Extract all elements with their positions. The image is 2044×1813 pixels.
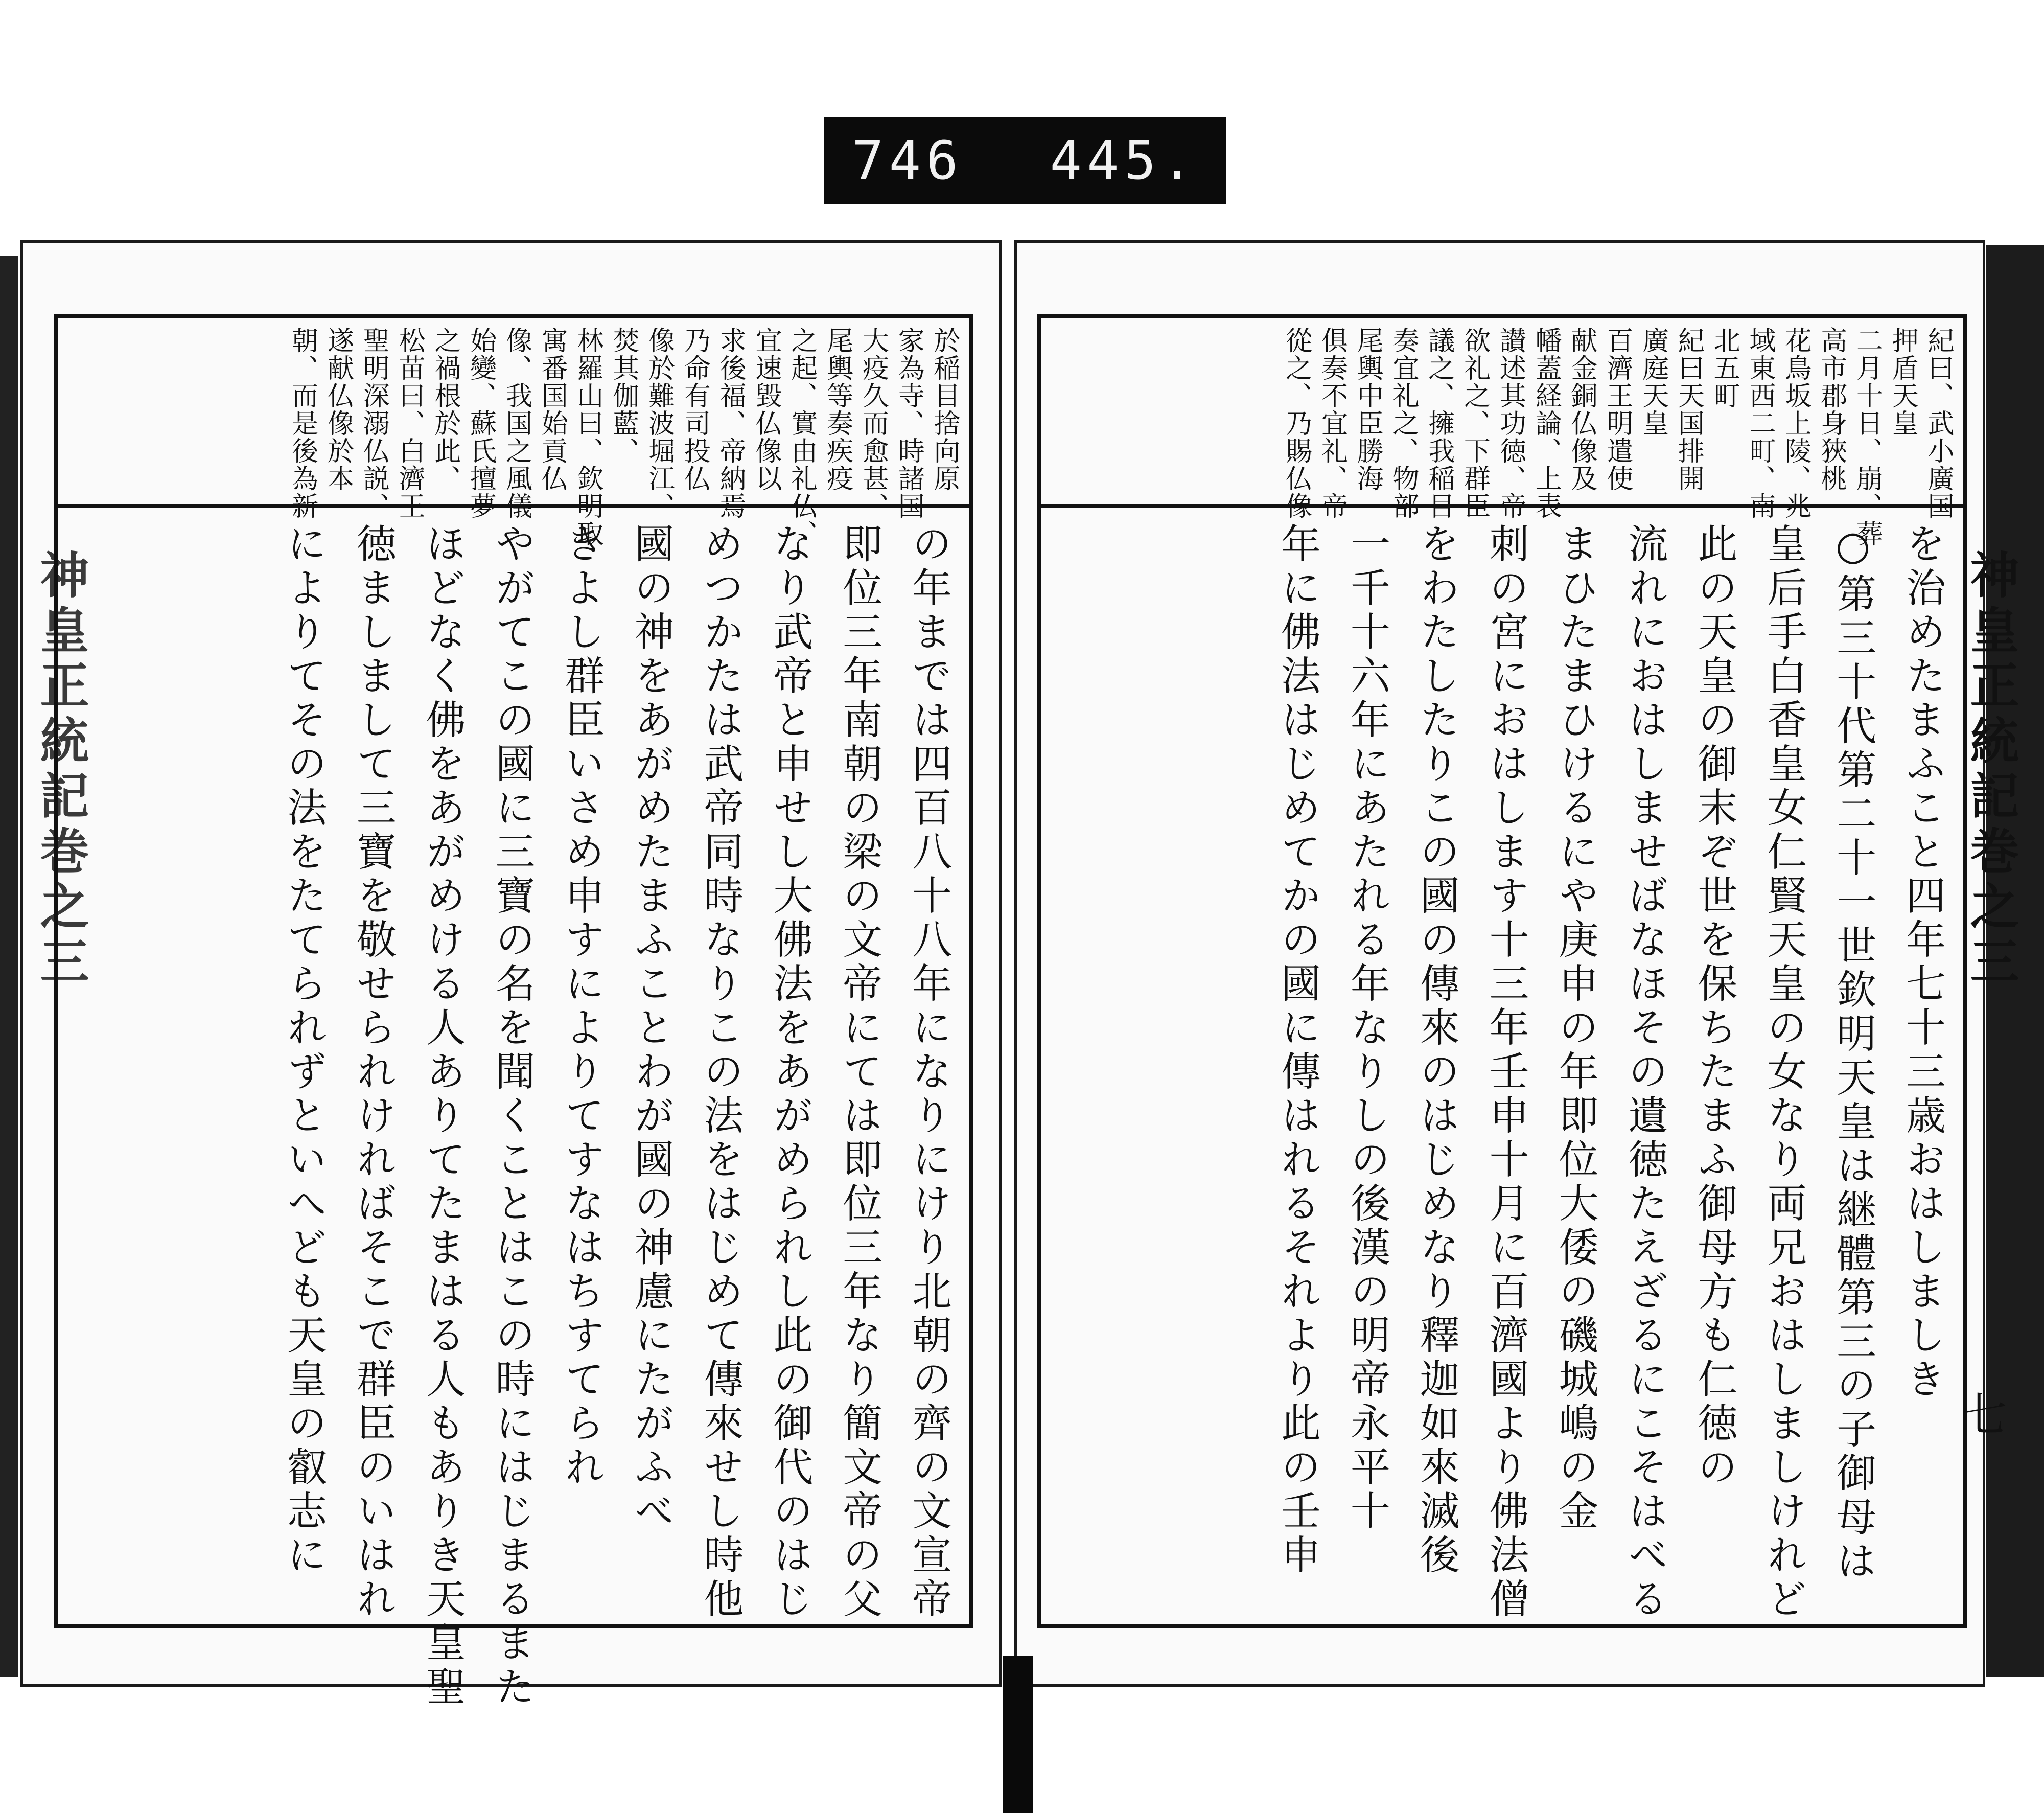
note-column: 像、我国之風儀 [501, 327, 532, 520]
note-column: 之禍根於此、 [429, 327, 460, 492]
note-column: 奏宜礼之、物部 [1388, 327, 1419, 520]
left-page-body [58, 508, 969, 1710]
left-page [20, 240, 1002, 1710]
note-column: 於稲目捨向原 [929, 327, 960, 492]
note-column: 紀曰天国排開 [1673, 327, 1704, 492]
note-column: 求後福、帝納焉 [715, 327, 746, 520]
text-column: 年に佛法はじめてかの國に傳はれるそれより此の壬申 [1274, 523, 1320, 1578]
text-column: ほどなく佛をあがめける人ありてたまはる人もありき天皇聖 [419, 523, 466, 1710]
text-column: をわたしたりこの國の傳來のはじめなり釋迦如來滅後 [1413, 523, 1459, 1578]
text-column: なり武帝と申せし大佛法をあがめられし此の御代のはじ [766, 523, 813, 1622]
left-page-notes [58, 318, 969, 547]
note-column: 幡蓋経論、上表 [1530, 327, 1562, 520]
call-number-left: 746 [852, 129, 963, 192]
note-column: 大疫久而愈甚、 [857, 327, 889, 520]
text-column: ○第三十代第二十一世欽明天皇は継體第三の子御母は [1830, 523, 1876, 1584]
text-column: 刺の宮におはします十三年壬申十月に百濟國より佛法僧 [1482, 523, 1529, 1622]
text-column: きよし群臣いさめ申すによりてすなはちすてられ [558, 523, 605, 1490]
note-column: 欲礼之、下群臣 [1459, 327, 1490, 520]
right-page [1014, 240, 2020, 1687]
note-column: 百濟王明遣使 [1601, 327, 1633, 492]
call-number-right: 445. [1050, 129, 1198, 192]
note-column: 從之、乃賜仏像 [1281, 327, 1312, 520]
text-column: めつかたは武帝同時なりこの法をはじめて傳來せし時他 [697, 523, 744, 1622]
call-number-label [824, 117, 1226, 204]
note-column: 二月十日、崩、葬 [1851, 327, 1883, 547]
note-column: 北五町 [1709, 327, 1740, 409]
text-column: まひたまひけるにや庚申の年即位大倭の磯城嶋の金 [1552, 523, 1598, 1534]
right-page-frame [1037, 314, 1967, 1628]
note-column: 尾輿等奏疾疫 [822, 327, 853, 492]
text-column: 國の神をあがめたまふことわが國の神慮にたがふべ [628, 523, 674, 1534]
note-column: 焚其伽藍、 [608, 327, 639, 465]
text-column: を治めたまふこと四年七十三歳おはしましき [1899, 523, 1945, 1402]
note-column: 献金銅仏像及 [1566, 327, 1597, 492]
note-column: 松苗曰、白濟王 [394, 327, 425, 520]
left-page-frame [54, 314, 973, 1710]
right-running-title: 神皇正統記巻之三 [1962, 549, 2020, 991]
note-column: 域東西二町、南 [1745, 327, 1776, 520]
note-column: 始變、蘇氏擅夢 [465, 327, 496, 520]
text-column: 此の天皇の御末ぞ世を保ちたまふ御母方も仁徳の [1691, 523, 1737, 1490]
text-column: 一千十六年にあたれる年なりしの後漢の明帝永平十 [1343, 523, 1390, 1534]
book-binding-gutter [1003, 1656, 1033, 1813]
note-column: 像於難波堀江、 [643, 327, 675, 520]
text-column: 皇后手白香皇女仁賢天皇の女なり両兄おはしましけれど [1760, 523, 1807, 1622]
note-column: 聖明深溺仏説、 [358, 327, 389, 520]
note-column: 宜速毀仏像以 [751, 327, 782, 492]
note-column: 俱奏不宜礼、帝 [1316, 327, 1348, 520]
text-column: 即位三年南朝の梁の文帝にては即位三年なり簡文帝の父 [836, 523, 882, 1622]
note-column: 尾輿中臣勝海 [1352, 327, 1383, 492]
note-column: 之起、實由礼仏、 [786, 327, 817, 547]
text-column: の年までは四百八十八年になりにけり北朝の齊の文宣帝 [905, 523, 951, 1622]
note-column: 遂献仏像於本 [322, 327, 354, 492]
text-column: 流れにおはしませばなほその遺徳たえざるにこそはべる [1621, 523, 1668, 1622]
text-column: 徳ましまして三寶を敬せられければそこで群臣のいはれ [350, 523, 396, 1622]
note-column: 押盾天皇 [1887, 327, 1918, 437]
text-column: やがてこの國に三寶の名を聞くことはこの時にはじまるまた [489, 523, 535, 1710]
note-column: 讃述其功徳、帝 [1495, 327, 1526, 520]
page-number: 七 [1961, 1388, 2007, 1442]
note-column: 寓番国始貢仏 [537, 327, 568, 492]
note-column: 家為寺、時諸国 [893, 327, 924, 520]
note-column: 高市郡身狹桃 [1816, 327, 1847, 492]
right-page-body [1041, 508, 1963, 1624]
note-column: 議之、擁我稲目 [1423, 327, 1454, 520]
note-column: 乃命有司投仏 [679, 327, 710, 492]
note-column: 朝、而是後為新 [287, 327, 318, 520]
book-left-edge [0, 256, 18, 1677]
left-running-title: 神皇正統記巻之三 [32, 549, 90, 991]
text-column: によりてその法をたてられずといへども天皇の叡志に [280, 523, 327, 1578]
note-column: 廣庭天皇 [1637, 327, 1668, 437]
right-page-notes [1041, 318, 1963, 547]
note-column: 花鳥坂上陵、兆 [1780, 327, 1811, 520]
note-column: 紀曰、武小廣国 [1923, 327, 1954, 520]
note-column: 林羅山曰、欽明取 [572, 327, 603, 547]
